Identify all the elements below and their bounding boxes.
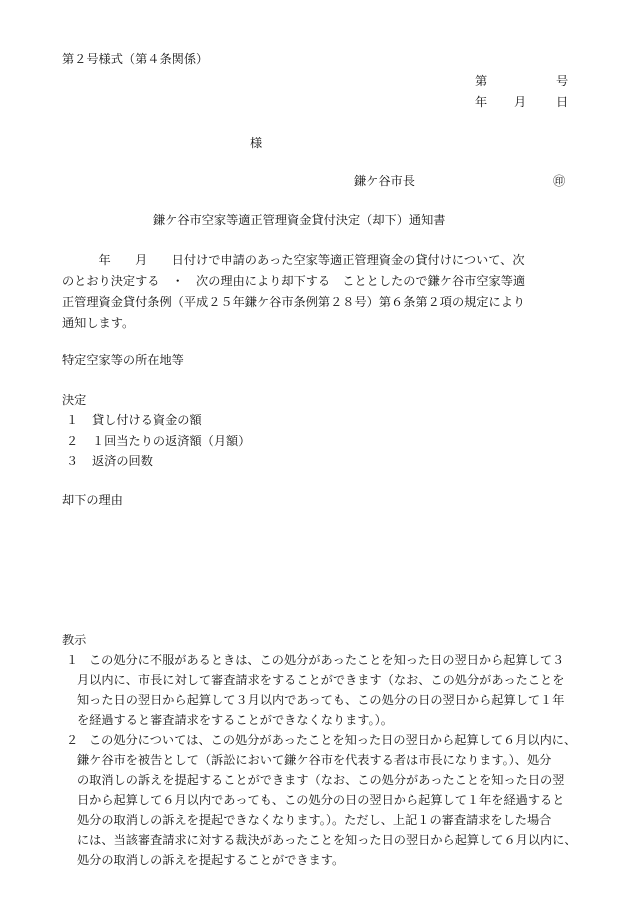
body-line: 年 月 日付けで申請のあった空家等適正管理資金の貸付けについて、次 [62, 253, 525, 267]
notice-line: 処分の取消しの訴えを提起できなくなります。）。ただし、上記１の審査請求をした場合 [77, 813, 552, 827]
notice-item-number: １ [66, 653, 79, 667]
form-label: 第２号様式（第４条関係） [62, 52, 209, 66]
decision-item-number: １ [66, 413, 79, 427]
notice-line: 知った日の翌日から起算して３月以内であっても、この処分の日の翌日から起算して１年 [77, 693, 565, 707]
notice-line: には、当該審査請求に対する裁決があったことを知った日の翌日から起算して６月以内に、 [77, 833, 577, 847]
notice-line: 処分の取消しの訴えを提起することができます。 [77, 853, 345, 867]
notice-line: 日から起算して６月以内であっても、この処分の日の翌日から起算して１年を経過すると [77, 793, 565, 807]
decision-item-label: 貸し付ける資金の額 [92, 413, 202, 427]
notice-line: の取消しの訴えを提起することができます（なお、この処分があったことを知った日の翌 [77, 773, 565, 787]
doc-number-suffix: 号 [556, 74, 569, 88]
decision-item-label: １回当たりの返済額（月額） [92, 434, 251, 448]
document-title: 鎌ケ谷市空家等適正管理資金貸付決定（却下）通知書 [153, 213, 446, 227]
decision-item-number: ３ [66, 454, 79, 468]
notice-line: 月以内に、市長に対して審査請求をすることができます（なお、この処分があったことを [77, 673, 565, 687]
body-line: のとおり決定する ・ 次の理由により却下する こととしたので鎌ケ谷市空家等適 [62, 274, 526, 288]
body-line: 通知します。 [62, 316, 135, 330]
date-day: 日 [556, 95, 569, 109]
date-month: 月 [514, 95, 527, 109]
decision-item-number: ２ [66, 434, 79, 448]
notice-item-number: ２ [66, 733, 79, 747]
addressee-suffix: 様 [250, 136, 263, 150]
location-label: 特定空家等の所在地等 [62, 353, 184, 367]
doc-number-prefix: 第 [475, 74, 488, 88]
body-line: 正管理資金貸付条例（平成２５年鎌ケ谷市条例第２８号）第６条第２項の規定により [62, 295, 526, 309]
decision-heading: 決定 [62, 393, 87, 407]
rejection-heading: 却下の理由 [62, 493, 123, 507]
seal-mark: ㊞ [553, 174, 566, 188]
notice-line: この処分に不服があるときは、この処分があったことを知った日の翌日から起算して３ [89, 653, 565, 667]
date-year: 年 [475, 95, 488, 109]
notice-line: 鎌ケ谷市を被告として（訴訟において鎌ケ谷市を代表する者は市長になります。）、処分 [77, 753, 552, 767]
notice-heading: 教示 [62, 633, 87, 647]
notice-line: この処分については、この処分があったことを知った日の翌日から起算して６月以内に、 [89, 733, 577, 747]
issuer: 鎌ケ谷市長 [354, 174, 415, 188]
notice-line: を経過すると審査請求をすることができなくなります。）。 [77, 713, 393, 727]
decision-item-label: 返済の回数 [92, 454, 153, 468]
